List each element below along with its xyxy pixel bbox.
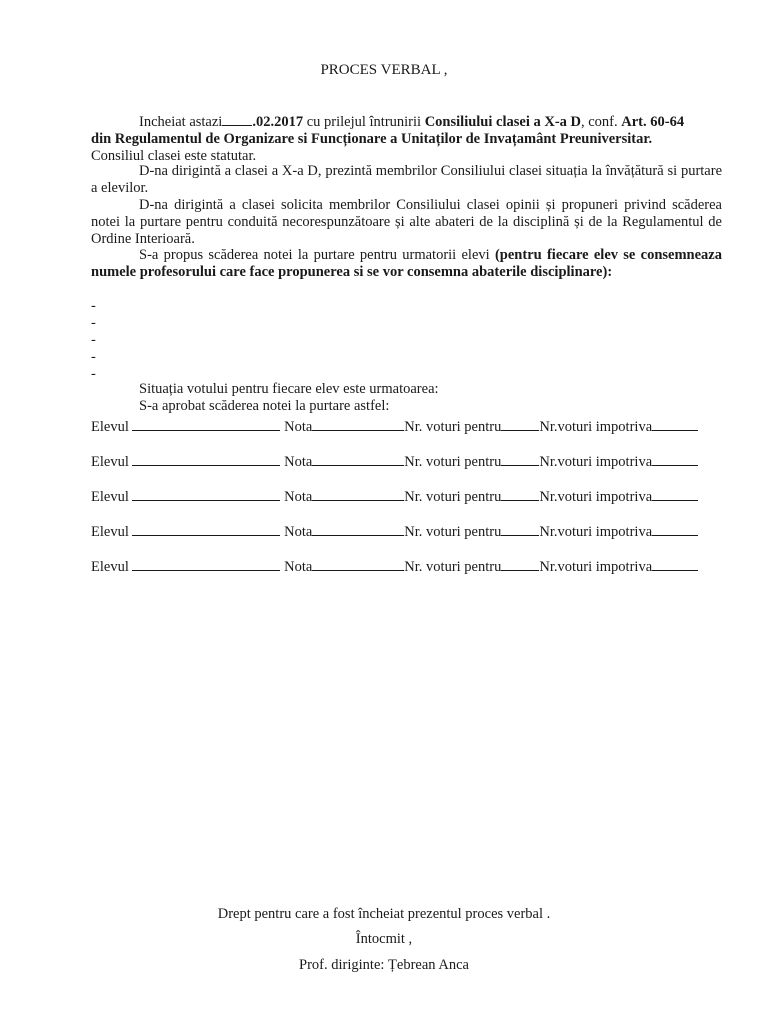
votes-for-blank	[501, 557, 539, 571]
vote-approved-line: S-a aprobat scăderea notei la purtare astfel:	[139, 398, 390, 414]
student-label: Elevul	[91, 559, 129, 575]
votes-against-label: Nr.voturi impotriva	[539, 489, 653, 505]
student-label: Elevul	[91, 419, 129, 435]
votes-against-label: Nr.voturi impotriva	[539, 559, 653, 575]
grade-label: Nota	[284, 419, 313, 435]
student-blank	[132, 522, 280, 536]
list-item: -	[91, 315, 96, 331]
vote-row	[91, 522, 698, 541]
regulation-line	[91, 131, 722, 148]
day-blank	[222, 112, 252, 126]
student-blank	[132, 487, 280, 501]
intro-regulation: din Regulamentul de Organizare si Funcționare a Unitaților de Invațamânt Preuniversitar.	[91, 131, 653, 147]
grade-label: Nota	[284, 489, 313, 505]
intro-text-1: Incheiat astazi	[139, 114, 223, 130]
votes-for-label: Nr. voturi pentru	[404, 524, 502, 540]
footer-conclusion: Drept pentru care a fost încheiat prezentul proces verbal .	[217, 906, 551, 922]
intro-council: Consiliului clasei a X-a D	[424, 114, 581, 130]
list-item: -	[91, 332, 96, 348]
list-item: -	[91, 366, 96, 382]
intro-block	[91, 112, 722, 165]
student-blank	[132, 417, 280, 431]
proposal-bold: (pentru fiecare elev se consemneaza numele profesorului care face propunerea si se vor consemna abaterile disciplinare):	[91, 247, 722, 280]
votes-for-blank	[501, 487, 539, 501]
list-item: -	[91, 298, 96, 314]
votes-against-blank	[652, 452, 698, 466]
student-list	[91, 298, 96, 383]
vote-row	[91, 417, 698, 436]
votes-against-blank	[652, 417, 698, 431]
votes-against-blank	[652, 522, 698, 536]
footer-drafted: Întocmit ,	[355, 931, 413, 947]
votes-for-blank	[501, 452, 539, 466]
vote-situation-line: Situația votului pentru fiecare elev este urmatoarea:	[139, 381, 439, 397]
grade-label: Nota	[284, 559, 313, 575]
paragraph-situation: D-na dirigintă a clasei a X-a D, prezintă membrilor Consiliului clasei situația la învățătură si purtare a elevilor.	[91, 163, 722, 196]
intro-text-2: cu prilejul întrunirii	[303, 114, 425, 130]
list-item: -	[91, 349, 96, 365]
vote-row	[91, 452, 698, 471]
document-title: PROCES VERBAL ,	[320, 62, 448, 78]
footer-signature: Prof. diriginte: Țebrean Anca	[299, 957, 469, 973]
votes-against-blank	[652, 557, 698, 571]
votes-against-label: Nr.voturi impotriva	[539, 454, 653, 470]
student-label: Elevul	[91, 489, 129, 505]
proposal-text: S-a propus scăderea notei la purtare pentru urmatorii elevi	[139, 247, 495, 263]
intro-article: Art. 60-64	[621, 114, 685, 130]
intro-text-3: , conf.	[581, 114, 622, 130]
grade-blank	[312, 452, 404, 466]
votes-against-blank	[652, 487, 698, 501]
student-blank	[132, 557, 280, 571]
student-label: Elevul	[91, 524, 129, 540]
paragraph-request: D-na dirigintă a clasei solicita membrilor Consiliului clasei opinii și propuneri privind scăderea notei la purtare pentru conduită necorespunzătoare și alte abateri de la disciplină și de la Regulamentul de Ordine Interioară.	[91, 197, 722, 247]
paragraph-proposal	[91, 247, 722, 281]
statutory-line: Consiliul clasei este statutar.	[91, 148, 257, 164]
votes-for-blank	[501, 522, 539, 536]
votes-against-label: Nr.voturi impotriva	[539, 419, 653, 435]
intro-line	[91, 112, 722, 131]
votes-for-label: Nr. voturi pentru	[404, 559, 502, 575]
votes-for-blank	[501, 417, 539, 431]
intro-date: .02.2017	[252, 114, 304, 130]
student-label: Elevul	[91, 454, 129, 470]
vote-row	[91, 557, 698, 576]
grade-label: Nota	[284, 454, 313, 470]
votes-for-label: Nr. voturi pentru	[404, 419, 502, 435]
vote-intro	[91, 381, 722, 415]
votes-against-label: Nr.voturi impotriva	[539, 524, 653, 540]
vote-table	[91, 417, 698, 592]
grade-blank	[312, 522, 404, 536]
grade-blank	[312, 557, 404, 571]
student-blank	[132, 452, 280, 466]
votes-for-label: Nr. voturi pentru	[404, 454, 502, 470]
votes-for-label: Nr. voturi pentru	[404, 489, 502, 505]
grade-blank	[312, 487, 404, 501]
vote-row	[91, 487, 698, 506]
grade-blank	[312, 417, 404, 431]
grade-label: Nota	[284, 524, 313, 540]
